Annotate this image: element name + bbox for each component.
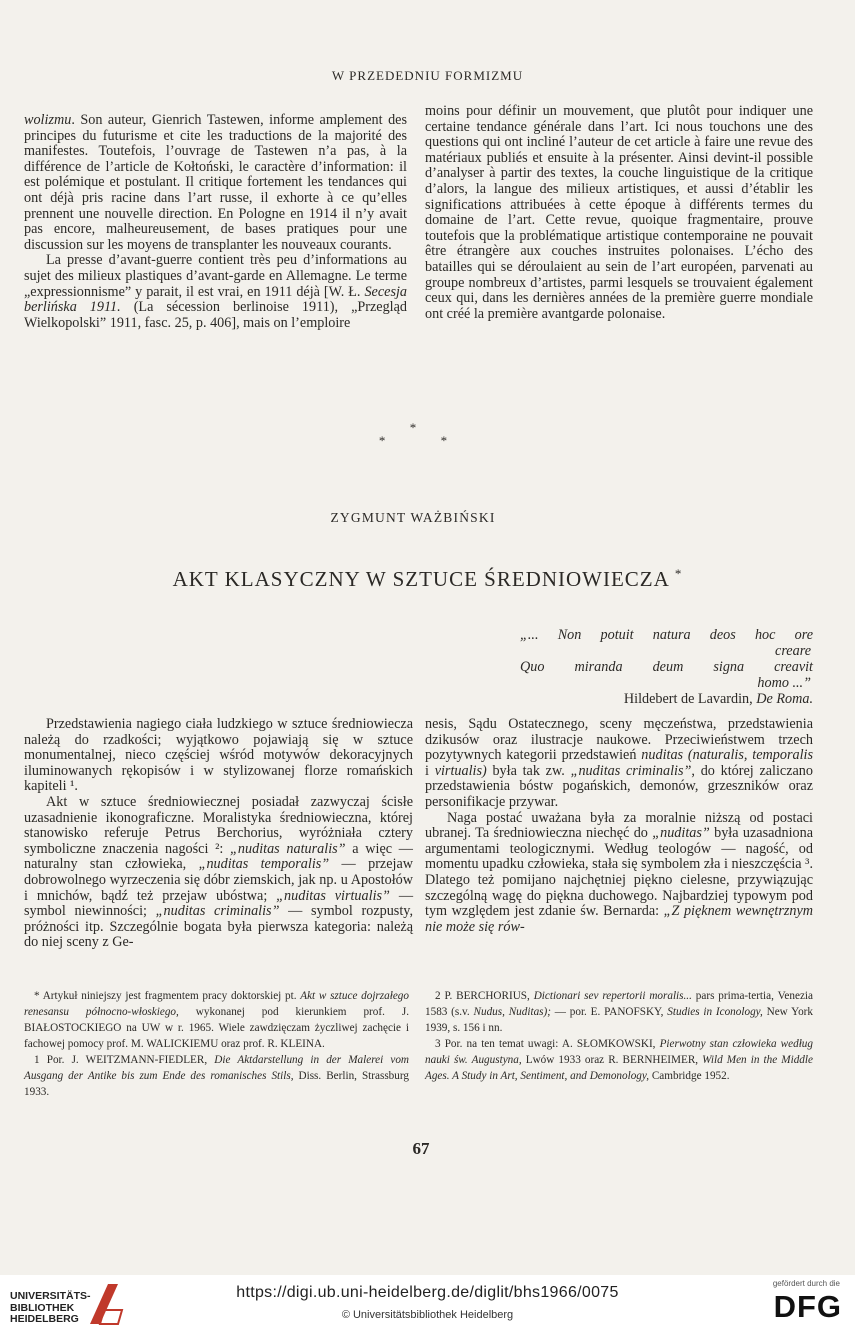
polish-paragraph-1 <box>24 717 413 795</box>
italic-run: Pierwotny stan człowieka według nauki św. Augustyna, <box>425 1038 813 1066</box>
footnote-3 <box>425 1036 813 1084</box>
text-run: wykonanej pod kierunkiem prof. J. BIAŁOSTOCKIEGO na UW w r. 1965. Wiele zawdzięczam życzliwej zachęcie i fachowej pomocy prof. M. WALICKIEMU oraz prof. R. KLEINA. <box>24 1006 409 1050</box>
title-footnote-mark: * <box>674 566 683 581</box>
footnotes-left <box>24 988 409 1100</box>
epigraph-source <box>520 691 813 707</box>
italic-run: Nudus, Nuditas); <box>473 1006 551 1018</box>
text-run: La presse d’avant-guerre contient très peu d’informations au sujet des milieux plastiques d’avant-garde en Allemagne. Le terme „expressionnisme” y parait, il est vrai, en 1911 déjà [W. Ł. <box>24 252 407 300</box>
italic-run: virtualis) <box>434 762 487 779</box>
italic-run: Dictionari sev repertorii moralis... <box>533 990 692 1002</box>
italic-run: Akt w sztuce dojrzałego renesansu północno-włoskiego, <box>24 990 409 1018</box>
text-run: a więc — naturalny stan człowieka, <box>24 840 413 873</box>
text-run: była tak zw. <box>486 762 571 779</box>
text-run: . Son auteur, Gienrich Tastewen, informe amplement des principes du futurisme et cite les traductions de la majorité des manifestes. Toutefois, l’ouvrage de Tastewen n’a pas, à la différence de l’article de Kołtoński, le caractère d’information: il est polémique et postulant. Il critique fortement les tendances qui ont déjà pris racine dans l’art russe, il exhorte à ce qu’elles prennent une nouvelle direction. En Pologne en 1914 il n’y avait pas encore, malheureusement, de bases pratiques pour une discussion sur les moyens de transplanter les nouveaux courants. <box>24 112 407 253</box>
dfg-logo: DFG <box>773 1289 842 1324</box>
article-title <box>0 566 855 592</box>
french-text-left-column <box>24 113 407 331</box>
italic-run: „nuditas virtualis” <box>276 887 390 904</box>
footnotes-right <box>425 988 813 1084</box>
epigraph-line-3: Quo miranda deum signa creavit <box>520 659 813 675</box>
epigraph-line-2: creare <box>775 643 811 659</box>
library-name-line-3: HEIDELBERG <box>10 1313 79 1325</box>
text-run: — symbol niewinności; <box>24 887 414 920</box>
text-run: 3 Por. na ten temat uwagi: A. SŁOMKOWSKI, <box>435 1038 660 1050</box>
italic-run: nuditas (naturalis, temporalis <box>641 747 813 764</box>
epigraph-line-4: homo ...” <box>757 675 811 691</box>
italic-run: Die Aktdarstellung in der Malerei vom Ausgang der Antike bis zum Ende des romanisches Stils, <box>24 1054 410 1082</box>
article-author: ZYGMUNT WAŻBIŃSKI <box>330 510 496 525</box>
italic-run: wolizmu <box>24 112 72 128</box>
french-text-right-column <box>425 104 813 322</box>
italic-run: „nuditas” <box>652 825 710 842</box>
section-divider-top-star: * <box>409 420 417 435</box>
italic-run: Studies in Iconology, <box>667 1006 763 1018</box>
french-paragraph-2 <box>24 253 407 331</box>
polish-paragraph-2 <box>24 795 413 951</box>
article-title-text: AKT KLASYCZNY W SZTUCE ŚREDNIOWIECZA <box>172 567 669 591</box>
italic-run: Wild Men in the Middle Ages. A Study in Art, Sentiment, and Demonology, <box>425 1054 813 1082</box>
polish-text-right-column <box>425 717 813 935</box>
polish-text-left-column <box>24 717 413 951</box>
text-run: (La sécession berlinoise 1911), „Przegląd Wielkopolski” 1911, fasc. 25, p. 406], mais on l’emploire <box>24 299 407 331</box>
french-paragraph-3 <box>425 104 813 322</box>
text-run: nesis, Sądu Ostatecznego, sceny męczeństwa, przedstawienia dzikusów oraz ilustracje naukowe. Przeciwieństwem trzech pozytywnych kategorii przedstawień <box>425 716 813 764</box>
text-run: Akt w sztuce średniowiecznej posiadał zazwyczaj ścisłe uzasadnienie ikonograficzne. Moralistyka średniowieczna, której stanowisko referuje Petrus Berchorius, wyróżniała cztery symboliczne znaczenia nagości ²: <box>24 793 413 857</box>
text-run: Cambridge 1952. <box>649 1070 730 1082</box>
italic-run: „nuditas criminalis” <box>155 903 280 920</box>
epigraph-line-1: „... Non potuit natura deos hoc ore <box>520 627 813 643</box>
epigraph-source-author: Hildebert de Lavardin, <box>623 691 757 707</box>
text-run: pars prima-tertia, Venezia 1583 (s.v. <box>425 990 813 1018</box>
running-header: W PRZEDEDNIU FORMIZMU <box>331 68 524 83</box>
french-paragraph-1 <box>24 113 407 253</box>
polish-paragraph-2-continued <box>425 717 813 811</box>
italic-run: „nuditas naturalis” <box>230 840 346 857</box>
text-run: Przedstawienia nagiego ciała ludzkiego w sztuce średniowiecza należą do rzadkości; wyjątkowo pojawiają się w sztuce monumentalnej, nieco częściej wśród motywów dekoracyjnych iluminowanych rękopisów i w stylizowanej florze romańskich kapiteli ¹. <box>24 716 413 795</box>
text-run: 2 P. BERCHORIUS, <box>435 990 534 1002</box>
italic-run: Secesja berlińska 1911. <box>24 283 407 316</box>
text-run: 1 Por. J. WEITZMANN-FIEDLER, <box>34 1054 215 1066</box>
permalink-url[interactable]: https://digi.ub.uni-heidelberg.de/diglit/bhs1966/0075 <box>236 1284 619 1301</box>
library-name-line-1: UNIVERSITÄTS- <box>10 1290 91 1302</box>
polish-paragraph-3 <box>425 811 813 936</box>
text-run: Lwów 1933 oraz R. BERNHEIMER, <box>521 1054 703 1066</box>
footnote-2 <box>425 988 813 1036</box>
text-run: Naga postać uważana była za moralnie niższą od postaci ubranej. Ta średniowieczna niechęć do <box>425 809 813 842</box>
funder-note: gefördert durch die <box>772 1279 840 1288</box>
text-run: New York 1939, s. 156 i nn. <box>425 1006 813 1034</box>
section-divider-bottom-stars: * * <box>378 433 448 448</box>
footnote-star <box>24 988 409 1052</box>
footnote-1 <box>24 1052 409 1100</box>
italic-run: „nuditas temporalis” <box>198 856 330 873</box>
library-name-line-2: BIBLIOTHEK <box>10 1301 75 1314</box>
text-run: była uzasadniona argumentami teologicznymi. Według teologów — nagość, od momentu upadku człowieka, stała się symbolem zła i nieszczęścia ³. Dlatego też pomijano najchętniej piękno cielesne, przywiązując szczególną wagę do piękna duchowego. Najbardziej typowym pod tym względem jest zdanie św. Bernarda: <box>425 825 813 920</box>
copyright-notice: © Universitätsbibliothek Heidelberg <box>341 1309 514 1321</box>
italic-run: „nuditas criminalis” <box>570 762 692 779</box>
text-run: Diss. Berlin, Strassburg 1933. <box>24 1070 409 1098</box>
text-run: moins pour définir un mouvement, que plutôt pour indiquer une certaine tendance générale dans l’art. Ici nous touchons une des questions qui ont incliné l’auteur de cet article à faire une revue des matériaux publiés et ensuite à la présenter. Ainsi devint-il possible d’analyser à partir des textes, la couche linguistique de la critique d’alors, la langue des milieux artistiques, et aussi d’établir les significations attribuées à cette époque à différents termes du domaine de l’art. Cette revue, quoique fragmentaire, prouve toutefois que la problématique artistique contemporaine ne pouvait être étrangère aux couches instruites polonaises. L’écho des batailles qui se déroulaient au sein de l’art européen, parvenati au groupe nombreux d’artistes, parmi lesquels se trouvaient également ceux qui, dans les dernières années de la première guerre mondiale ont créé la première avantgarde polonaise. <box>425 103 813 322</box>
italic-run: „Z pięknem wewnętrznym nie może się rów- <box>425 903 813 935</box>
text-run: i <box>425 762 435 779</box>
epigraph-source-title: De Roma. <box>756 691 813 707</box>
text-run: — por. E. PANOFSKY, <box>550 1006 668 1018</box>
text-run: — symbol rozpusty, próżności itp. Szczególnie bogata była pierwsza kategoria: należą do niej sceny z Ge- <box>24 903 413 951</box>
text-run: * Artykuł niniejszy jest fragmentem pracy doktorskiej pt. <box>34 990 301 1002</box>
text-run: , do której zaliczano przedstawienia bóstw pogańskich, demonów, grzeszników oraz personifikacje przywar. <box>425 762 813 810</box>
epigraph <box>520 627 813 707</box>
text-run: — przejaw dobrowolnego wyrzeczenia się dóbr ziemskich, jak np. u Apostołów i mnichów, bądź też przejaw ubóstwa; <box>24 856 413 904</box>
page-number: 67 <box>412 1139 430 1158</box>
